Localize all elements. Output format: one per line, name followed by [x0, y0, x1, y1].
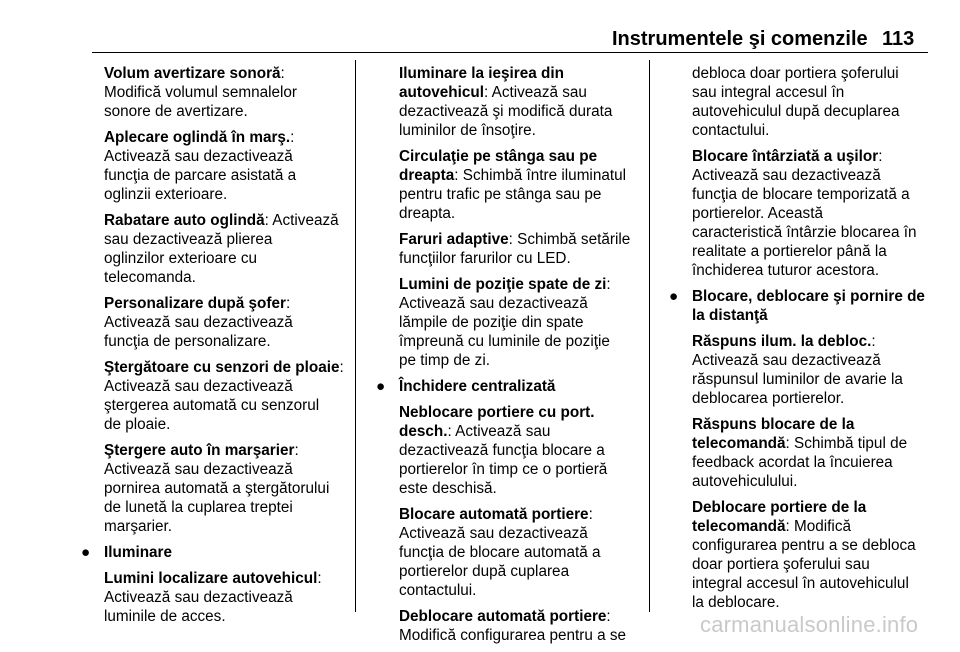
setting-name: Răspuns ilum. la debloc.: [692, 333, 872, 350]
setting-description: : Activează sau dezactivează răspunsul luminilor de avarie la deblocarea portierelor.: [692, 333, 903, 407]
setting-entry: [104, 64, 348, 121]
setting-entry: [692, 498, 936, 612]
setting-entry: [104, 128, 348, 204]
setting-description: : Modifică configurarea pentru a se debloca doar portiera şoferului sau integral accesul în autovehiculul la deblocare.: [692, 518, 916, 611]
setting-entry: [104, 441, 348, 536]
column-divider: [355, 60, 356, 612]
setting-name: Neblocare portiere cu port. desch.: [399, 404, 595, 440]
section-bullet: [669, 287, 936, 325]
setting-description: : Activează sau dezactivează funcţia de personalizare.: [104, 295, 293, 350]
setting-name: Rabatare auto oglindă: [104, 212, 265, 229]
setting-name: Blocare automată portiere: [399, 506, 589, 523]
setting-description: : Activează sau dezactivează funcţia de blocare temporizată a portierelor. Această caracteristică întârzie blocarea în realitate a portierelor până la închiderea tuturor acestora.: [692, 148, 917, 279]
setting-name: Răspuns blocare de la telecomandă: [692, 416, 855, 452]
setting-description: : Activează sau dezactivează pornirea automată a ştergătorului de lunetă la cuplarea treptei marşarier.: [104, 442, 330, 535]
setting-description: : Activează sau dezactivează luminile de acces.: [104, 570, 322, 625]
setting-description: : Activează sau dezactivează lămpile de poziţie din spate împreună cu luminile de poziţie pe timp de zi.: [399, 276, 611, 369]
setting-name: Lumini de poziţie spate de zi: [399, 276, 607, 293]
section-bullet: [81, 543, 348, 562]
setting-entry: [692, 147, 936, 280]
section-heading: Închidere centralizată: [399, 378, 556, 395]
setting-name: Deblocare portiere de la telecomandă: [692, 499, 867, 535]
setting-name: Volum avertizare sonoră: [104, 65, 281, 82]
setting-entry: [399, 147, 643, 223]
watermark: carmanualsonline.info: [700, 612, 919, 637]
setting-name: Lumini localizare autovehicul: [104, 570, 318, 587]
column-divider: [649, 60, 650, 612]
setting-name: Aplecare oglindă în marş.: [104, 129, 291, 146]
page-number: 113: [882, 28, 915, 50]
setting-entry: [399, 403, 643, 498]
page-title: Instrumentele şi comenzile: [612, 28, 868, 50]
setting-description: : Activează sau dezactivează funcţia de parcare asistată a oglinzii exterioare.: [104, 129, 297, 203]
setting-description: : Activează sau dezactivează ştergerea automată cu senzorul de ploaie.: [104, 359, 344, 433]
setting-name: Personalizare după şofer: [104, 295, 286, 312]
setting-entry: [104, 569, 348, 626]
bullet-dot: ●: [376, 378, 386, 395]
setting-entry: [104, 211, 348, 287]
text-column-2: [376, 64, 643, 652]
setting-entry: [104, 294, 348, 351]
setting-description: : Modifică configurarea pentru a se: [399, 608, 627, 644]
text-column-3: [669, 64, 936, 619]
setting-entry: [399, 230, 643, 268]
setting-description: : Activează sau dezactivează şi modifică durata luminilor de însoţire.: [399, 84, 613, 139]
setting-entry: [692, 415, 936, 491]
setting-name: Blocare întârziată a uşilor: [692, 148, 879, 165]
bullet-dot: ●: [81, 544, 91, 561]
setting-entry: [692, 64, 936, 140]
setting-name: Faruri adaptive: [399, 231, 509, 248]
setting-entry: [399, 505, 643, 600]
setting-entry: [399, 607, 643, 645]
setting-entry: [692, 332, 936, 408]
setting-entry: [399, 64, 643, 140]
bullet-dot: ●: [669, 288, 679, 305]
setting-entry: [104, 358, 348, 434]
setting-name: Iluminare la ieşirea din autovehicul: [399, 65, 564, 101]
header-rule: [92, 52, 928, 53]
setting-name: Circulaţie pe stânga sau pe dreapta: [399, 148, 598, 184]
setting-description: : Activează sau dezactivează funcţia blocare a portierelor în timp ce o portieră este deschisă.: [399, 423, 608, 497]
setting-description: : Activează sau dezactivează plierea oglinzilor exterioare cu telecomanda.: [104, 212, 339, 286]
setting-name: Ştergere auto în marşarier: [104, 442, 295, 459]
setting-name: Ştergătoare cu senzori de ploaie: [104, 359, 340, 376]
section-heading: Blocare, deblocare şi pornire de la distanţă: [692, 288, 925, 324]
section-bullet: [376, 377, 643, 396]
setting-description: debloca doar portiera şoferului sau integral accesul în autovehiculul după decuplarea contactului.: [692, 65, 900, 139]
setting-description: : Activează sau dezactivează funcţia de blocare automată a portierelor după cuplarea contactului.: [399, 506, 601, 599]
setting-description: : Schimbă tipul de feedback acordat la încuierea autovehiculului.: [692, 435, 908, 490]
section-heading: Iluminare: [104, 544, 173, 561]
setting-name: Deblocare automată portiere: [399, 608, 607, 625]
setting-description: : Schimbă setările funcţiilor farurilor cu LED.: [399, 231, 631, 267]
setting-description: : Schimbă între iluminatul pentru trafic pe stânga sau pe dreapta.: [399, 167, 627, 222]
setting-description: : Modifică volumul semnalelor sonore de avertizare.: [104, 65, 297, 120]
setting-entry: [399, 275, 643, 370]
text-column-1: [81, 64, 348, 633]
